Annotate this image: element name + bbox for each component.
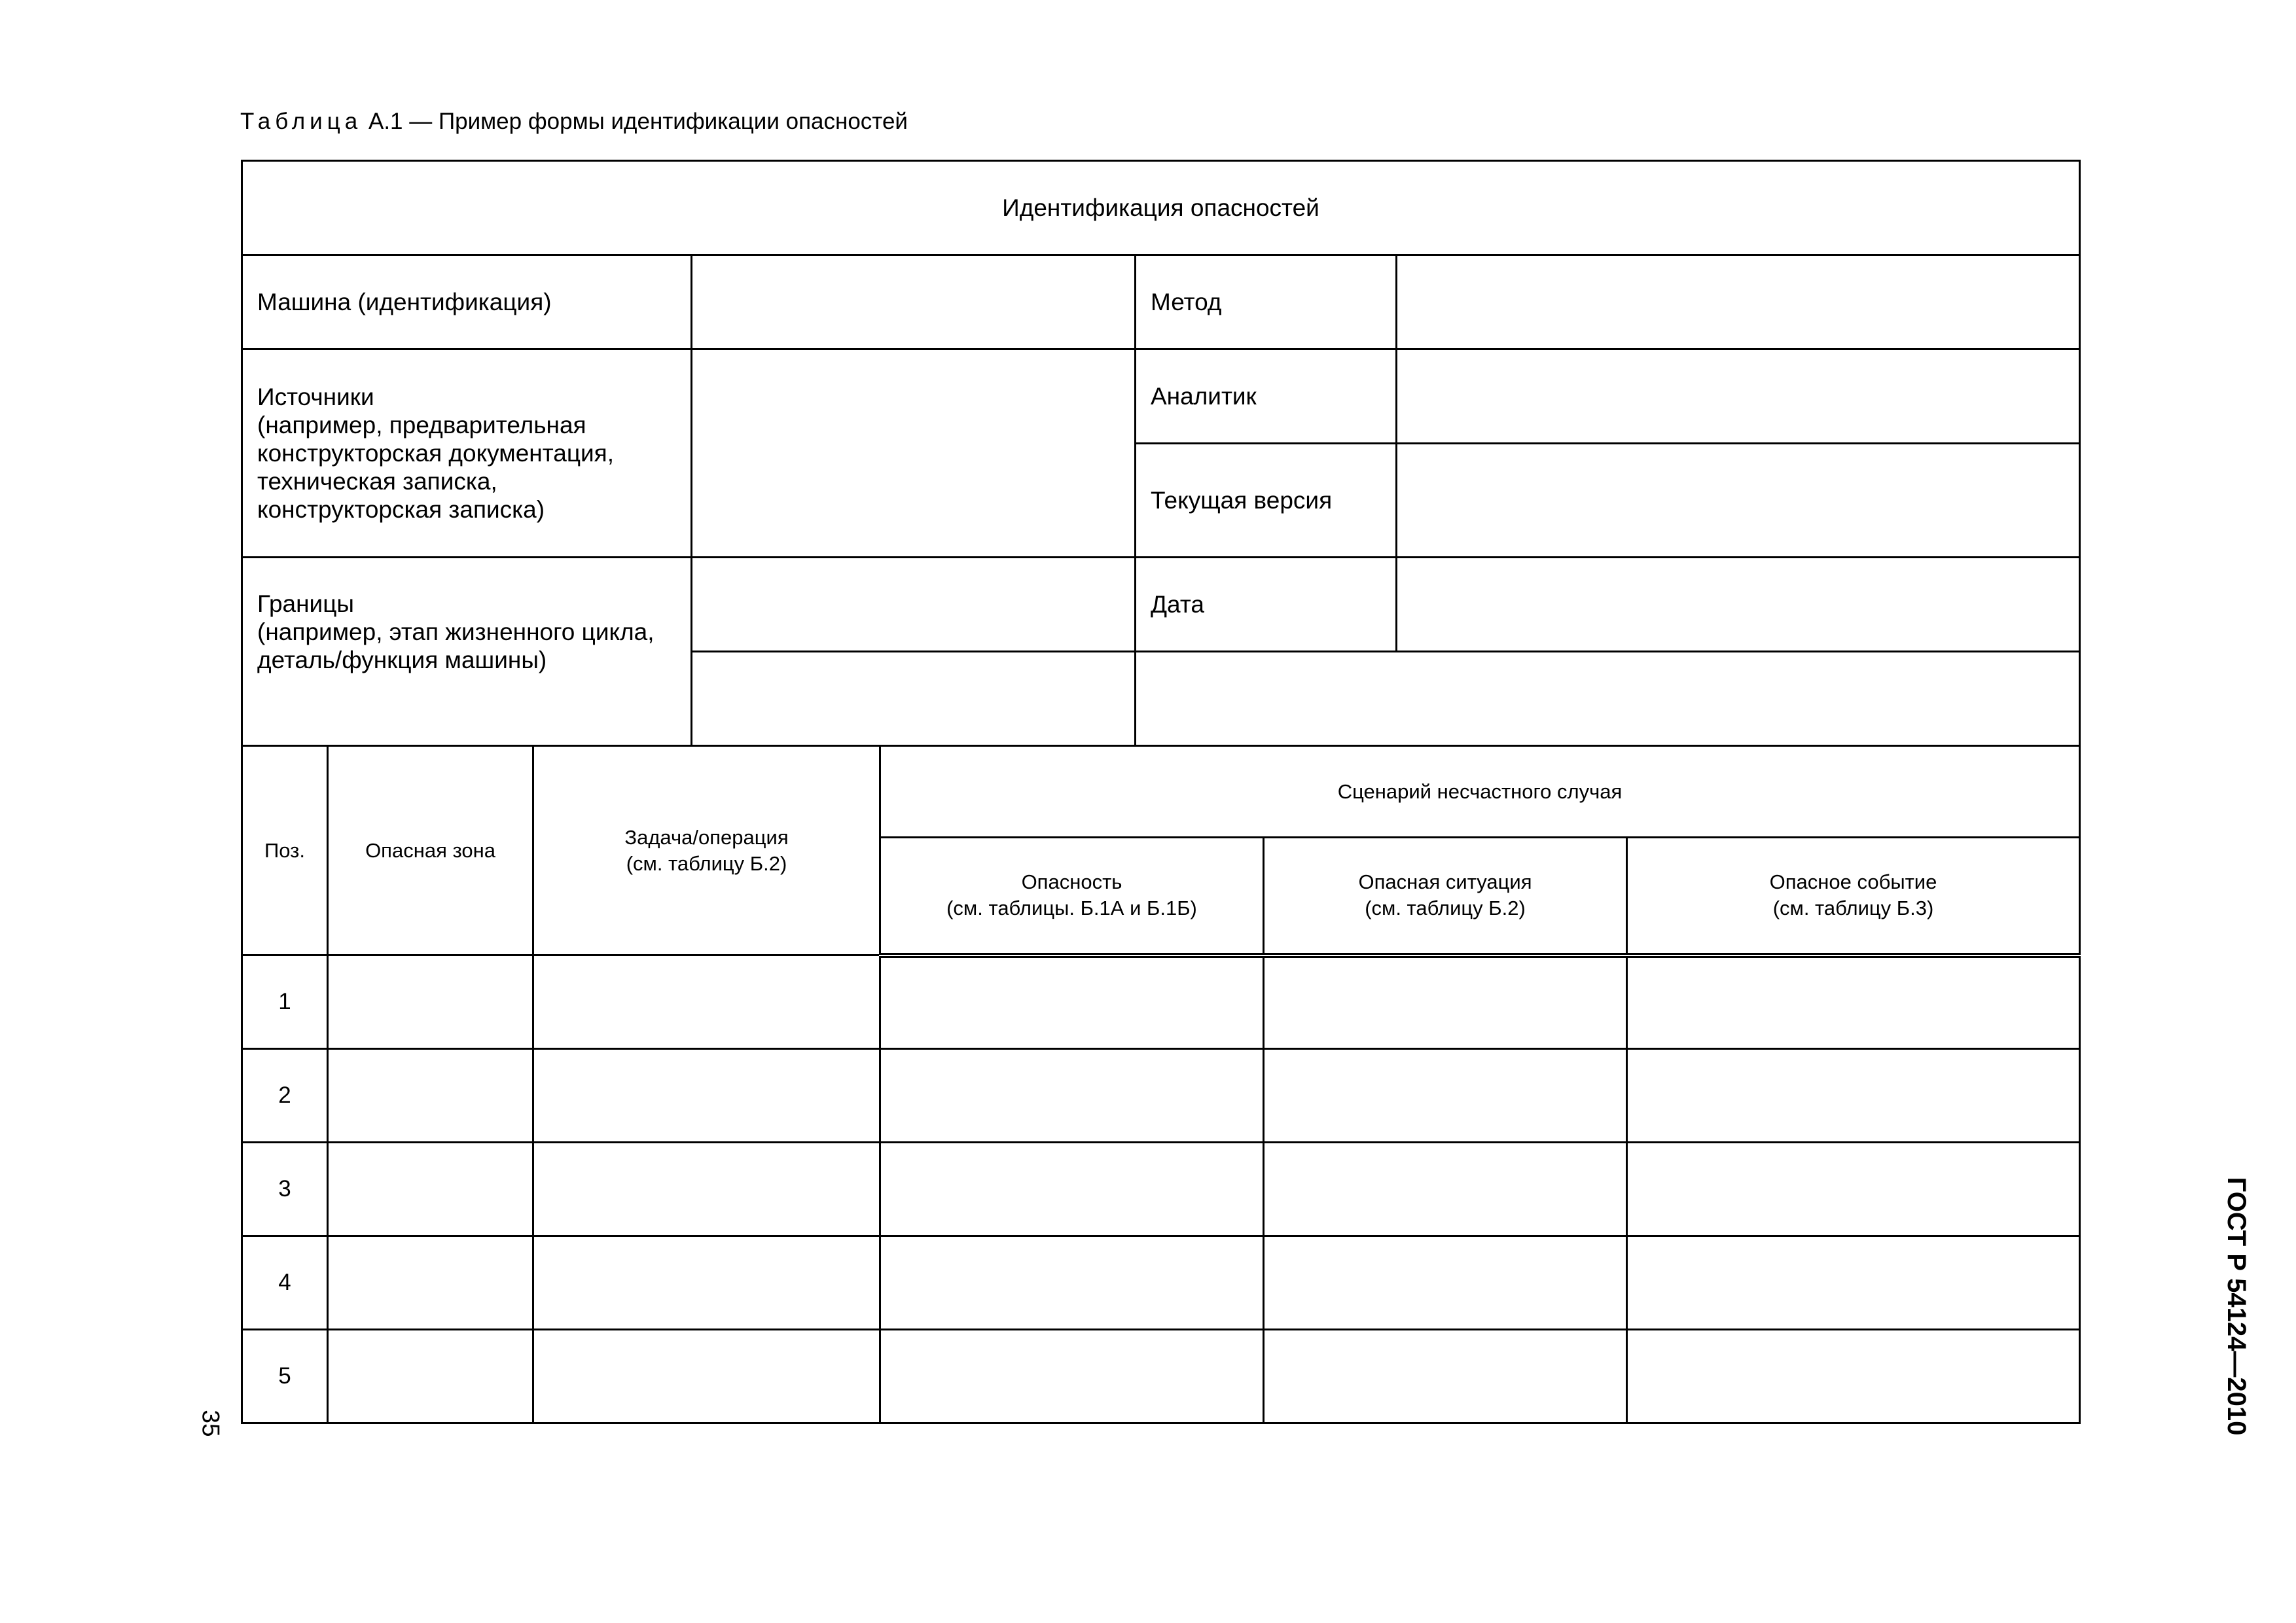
method-value-cell[interactable] [1397, 255, 2080, 349]
analyst-label: Аналитик [1136, 349, 1397, 444]
col-header-event: Опасное событие (см. таблицу Б.3) [1769, 870, 1937, 920]
date-label: Дата [1136, 558, 1397, 652]
machine-value-cell[interactable] [692, 255, 1136, 349]
event-cell[interactable] [1627, 1049, 2080, 1143]
row-number: 3 [242, 1143, 328, 1236]
zone-cell[interactable] [328, 955, 533, 1049]
boundaries-label: Границы (например, этап жизненного цикла, деталь/функция машины) [257, 590, 655, 673]
col-header-hazard-cell [880, 838, 1264, 955]
sources-value-cell[interactable] [692, 349, 1136, 558]
method-label: Метод [1136, 255, 1397, 349]
col-header-situation: Опасная ситуация (см. таблицу Б.2) [1358, 870, 1532, 920]
hazard-cell[interactable] [880, 1143, 1264, 1236]
col-header-event-cell [1627, 838, 2080, 955]
caption-title: А.1 — Пример формы идентификации опасностей [368, 109, 908, 134]
row-number: 5 [242, 1330, 328, 1423]
zone-cell[interactable] [328, 1143, 533, 1236]
accident-scenario-table [241, 745, 2081, 1424]
event-cell[interactable] [1627, 1236, 2080, 1330]
situation-cell[interactable] [1264, 1049, 1627, 1143]
event-cell[interactable] [1627, 1330, 2080, 1423]
boundaries-value-cell-1[interactable] [692, 558, 1136, 652]
hazard-cell[interactable] [880, 955, 1264, 1049]
boundaries-value-cell-2[interactable] [692, 652, 1136, 746]
situation-cell[interactable] [1264, 1330, 1627, 1423]
table-row [242, 1330, 2080, 1423]
hazard-cell[interactable] [880, 1236, 1264, 1330]
sources-label-cell [242, 349, 692, 558]
scenario-header: Сценарий несчастного случая [880, 746, 2080, 838]
row-number: 4 [242, 1236, 328, 1330]
page-number: 35 [197, 1410, 224, 1437]
version-label: Текущая версия [1136, 444, 1397, 558]
boundaries-label-cell [242, 558, 692, 746]
event-cell[interactable] [1627, 955, 2080, 1049]
table-caption [240, 110, 908, 133]
col-header-hazard: Опасность (см. таблицы. Б.1А и Б.1Б) [946, 870, 1197, 920]
version-value-cell[interactable] [1397, 444, 2080, 558]
event-cell[interactable] [1627, 1143, 2080, 1236]
sources-label: Источники (например, предварительная конструкторская документация, техническая записка, конструкторская записка) [257, 383, 614, 523]
col-header-pos: Поз. [242, 746, 328, 955]
machine-label: Машина (идентификация) [242, 255, 692, 349]
col-header-situation-cell [1264, 838, 1627, 955]
table-row [242, 955, 2080, 1049]
empty-cell[interactable] [1136, 652, 2080, 746]
hazard-cell[interactable] [880, 1049, 1264, 1143]
task-cell[interactable] [533, 1049, 880, 1143]
situation-cell[interactable] [1264, 1236, 1627, 1330]
row-number: 2 [242, 1049, 328, 1143]
task-cell[interactable] [533, 1143, 880, 1236]
identification-header-table [241, 160, 2081, 747]
zone-cell[interactable] [328, 1236, 533, 1330]
task-cell[interactable] [533, 1330, 880, 1423]
analyst-value-cell[interactable] [1397, 349, 2080, 444]
table-row [242, 1143, 2080, 1236]
task-cell[interactable] [533, 1236, 880, 1330]
zone-cell[interactable] [328, 1049, 533, 1143]
table-row [242, 1236, 2080, 1330]
col-header-task-cell [533, 746, 880, 955]
table-row [242, 1049, 2080, 1143]
zone-cell[interactable] [328, 1330, 533, 1423]
form-title: Идентификация опасностей [242, 161, 2080, 255]
task-cell[interactable] [533, 955, 880, 1049]
hazard-identification-form [241, 160, 2081, 1389]
col-header-zone: Опасная зона [328, 746, 533, 955]
situation-cell[interactable] [1264, 1143, 1627, 1236]
hazard-cell[interactable] [880, 1330, 1264, 1423]
date-value-cell[interactable] [1397, 558, 2080, 652]
col-header-task: Задача/операция (см. таблицу Б.2) [624, 825, 789, 875]
caption-label: Таблица [240, 109, 363, 134]
row-number: 1 [242, 955, 328, 1049]
document-code: ГОСТ Р 54124—2010 [2222, 1177, 2251, 1436]
situation-cell[interactable] [1264, 955, 1627, 1049]
